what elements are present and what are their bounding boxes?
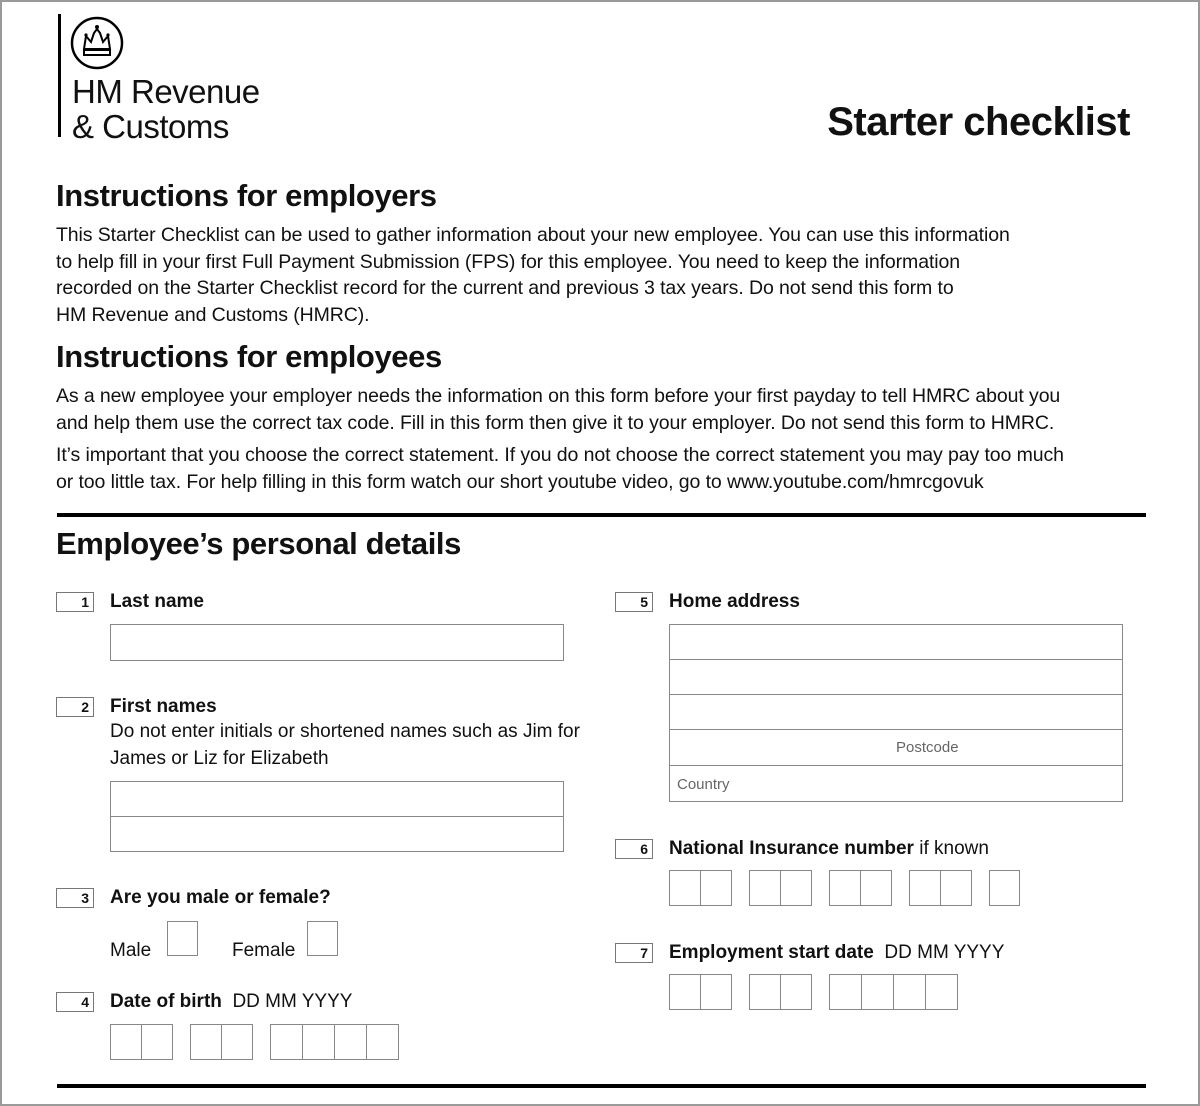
question-number-3: 3 <box>56 888 94 908</box>
employees-p1-line-1: As a new employee your employer needs the information on this form before your first payday to tell HMRC about you <box>56 385 1061 407</box>
ni-char-7[interactable] <box>909 870 941 906</box>
country-label: Country <box>677 776 730 793</box>
employees-p2-line-1: It’s important that you choose the correct statement. If you do not choose the correct statement you may pay too much <box>56 444 1064 466</box>
employees-instructions-2 <box>56 442 1106 495</box>
dob-year-digit-4[interactable] <box>366 1024 399 1060</box>
address-line-3-field[interactable] <box>669 694 1123 731</box>
employees-p2-line-2: or too little tax. For help filling in this form watch our short youtube video, go to www.youtube.com/hmrcgovuk <box>56 470 984 493</box>
logo-rule <box>58 14 61 137</box>
postcode-field[interactable] <box>669 729 1123 766</box>
ni-char-2[interactable] <box>700 870 732 906</box>
date-of-birth-label-text: Date of birth <box>110 991 222 1012</box>
start-date-label-text: Employment start date <box>669 942 874 963</box>
ni-number-label-text: National Insurance number <box>669 838 914 859</box>
ni-char-8[interactable] <box>940 870 972 906</box>
question-number-1: 1 <box>56 592 94 612</box>
question-number-5: 5 <box>615 592 653 612</box>
start-month-digit-1[interactable] <box>749 974 781 1010</box>
home-address-label: Home address <box>669 591 800 612</box>
dob-day-digit-1[interactable] <box>110 1024 142 1060</box>
date-of-birth-format: DD MM YYYY <box>232 991 353 1012</box>
section-divider-bottom <box>57 1084 1146 1088</box>
employers-line-3: recorded on the Starter Checklist record for the current and previous 3 tax years. Do not send this form to <box>56 277 954 299</box>
address-line-1-field[interactable] <box>669 624 1123 661</box>
employers-line-4: HM Revenue and Customs (HMRC). <box>56 303 370 326</box>
department-name-line1: HM Revenue <box>72 73 260 110</box>
employees-p1-line-2: and help them use the correct tax code. Fill in this form then give it to your employer. Do not send this form to HMRC. <box>56 411 1055 434</box>
first-names-label: First names <box>110 696 217 717</box>
ni-char-3[interactable] <box>749 870 781 906</box>
date-of-birth-label <box>110 991 352 1013</box>
dob-year-digit-1[interactable] <box>270 1024 303 1060</box>
start-date-format: DD MM YYYY <box>884 942 1005 963</box>
last-name-label: Last name <box>110 591 204 612</box>
ni-char-4[interactable] <box>780 870 812 906</box>
question-number-4: 4 <box>56 992 94 1012</box>
personal-details-heading: Employee’s personal details <box>56 526 461 561</box>
start-month-digit-2[interactable] <box>780 974 812 1010</box>
male-checkbox[interactable] <box>167 921 198 956</box>
employees-heading: Instructions for employees <box>56 339 442 374</box>
female-checkbox[interactable] <box>307 921 338 956</box>
dob-year-digit-2[interactable] <box>302 1024 335 1060</box>
question-number-7: 7 <box>615 943 653 963</box>
ni-char-5[interactable] <box>829 870 861 906</box>
dob-month-digit-1[interactable] <box>190 1024 222 1060</box>
employers-line-2: to help fill in your first Full Payment Submission (FPS) for this employee. You need to keep the information <box>56 250 960 273</box>
question-number-2: 2 <box>56 697 94 717</box>
first-names-field-line-2[interactable] <box>110 816 564 852</box>
first-names-field-line-1[interactable] <box>110 781 564 817</box>
question-number-6: 6 <box>615 839 653 859</box>
country-field[interactable] <box>669 765 1123 802</box>
postcode-label: Postcode <box>896 739 959 756</box>
ni-number-label <box>669 838 989 860</box>
ni-char-6[interactable] <box>860 870 892 906</box>
royal-crest-icon <box>70 16 124 70</box>
employers-line-1: This Starter Checklist can be used to gather information about your new employee. You can use this information <box>56 224 1010 246</box>
ni-number-input <box>669 870 1021 908</box>
dob-day-digit-2[interactable] <box>141 1024 173 1060</box>
ni-number-suffix: if known <box>919 838 989 859</box>
employees-instructions-1 <box>56 383 1106 436</box>
dob-year-digit-3[interactable] <box>334 1024 367 1060</box>
female-label: Female <box>232 940 296 961</box>
ni-char-1[interactable] <box>669 870 701 906</box>
first-names-hint <box>110 718 580 772</box>
section-divider-top <box>57 513 1146 517</box>
start-day-digit-2[interactable] <box>700 974 732 1010</box>
date-of-birth-input <box>110 1024 400 1062</box>
start-year-digit-4[interactable] <box>925 974 958 1010</box>
department-name-line2: & Customs <box>72 108 229 145</box>
start-date-label <box>669 942 1004 964</box>
start-day-digit-1[interactable] <box>669 974 701 1010</box>
form-title: Starter checklist <box>827 100 1130 144</box>
gender-label: Are you male or female? <box>110 887 331 908</box>
start-year-digit-2[interactable] <box>861 974 894 1010</box>
start-year-digit-1[interactable] <box>829 974 862 1010</box>
dob-month-digit-2[interactable] <box>221 1024 253 1060</box>
first-names-hint-line-1: Do not enter initials or shortened names such as Jim for <box>110 721 580 742</box>
employers-instructions <box>56 222 1106 328</box>
first-names-hint-line-2: James or Liz for Elizabeth <box>110 748 329 769</box>
employers-heading: Instructions for employers <box>56 178 437 213</box>
ni-char-9[interactable] <box>989 870 1020 906</box>
start-year-digit-3[interactable] <box>893 974 926 1010</box>
last-name-field[interactable] <box>110 624 564 661</box>
start-date-input <box>669 974 959 1012</box>
male-label: Male <box>110 940 152 961</box>
address-line-2-field[interactable] <box>669 659 1123 696</box>
